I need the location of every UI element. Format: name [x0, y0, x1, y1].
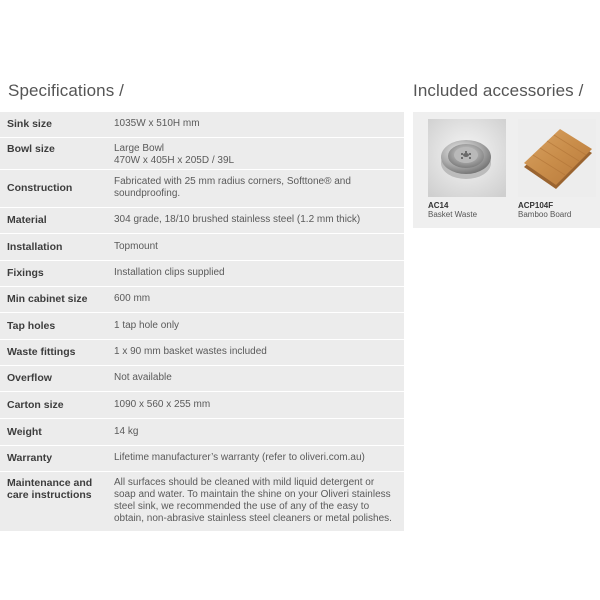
spec-label: Fixings — [0, 260, 112, 286]
spec-row-min-cabinet-size — [0, 286, 404, 312]
spec-value — [112, 260, 404, 286]
spec-value-line: obtain, non-abrasive stainless steel cleaners or metal polishes. — [114, 512, 392, 524]
accessory-name: Bamboo Board — [518, 210, 572, 219]
spec-value-line: Topmount — [114, 240, 158, 252]
spec-value-line: 1035W x 510H mm — [114, 118, 200, 130]
spec-value-line: Installation clips supplied — [114, 267, 225, 278]
spec-value-line: 1090 x 560 x 255 mm — [114, 398, 211, 410]
spec-value-line: 600 mm — [114, 293, 151, 304]
spec-value — [112, 207, 404, 233]
spec-row-maintenance — [0, 471, 404, 531]
spec-value-line: 1 x 90 mm basket wastes included — [114, 346, 267, 357]
spec-row-carton-size — [0, 391, 404, 418]
spec-value — [112, 312, 404, 339]
spec-label: Construction — [0, 169, 112, 207]
spec-row-warranty — [0, 445, 404, 471]
basket-waste-icon — [428, 119, 506, 197]
accessories-panel — [413, 112, 600, 228]
spec-value-line: Lifetime manufacturer’s warranty (refer to oliveri.com.au) — [114, 452, 365, 463]
spec-label: Overflow — [0, 365, 112, 391]
spec-label-line: Maintenance and — [7, 476, 93, 489]
spec-row-overflow — [0, 365, 404, 391]
spec-row-fixings — [0, 260, 404, 286]
spec-row-material — [0, 207, 404, 233]
spec-value-line: 470W x 405H x 205D / 39L — [114, 154, 235, 166]
spec-value-line: Not available — [114, 372, 172, 383]
accessory-code: ACP104F — [518, 201, 554, 210]
spec-value — [112, 169, 404, 207]
spec-value — [112, 391, 404, 418]
spec-value-line: 1 tap hole only — [114, 319, 180, 331]
spec-row-sink-size — [0, 112, 404, 137]
spec-row-weight — [0, 418, 404, 445]
spec-value-line: Large Bowl — [114, 142, 165, 154]
spec-label-line: care instructions — [7, 488, 92, 501]
spec-value-line: 304 grade, 18/10 brushed stainless steel (1.2 mm thick) — [114, 214, 361, 225]
spec-value-line: Fabricated with 25 mm radius corners, Softtone® and — [114, 176, 351, 187]
spec-value-line: All surfaces should be cleaned with mild liquid detergent or — [114, 476, 375, 488]
accessory-item-basket-waste — [428, 119, 506, 220]
spec-label: Sink size — [0, 112, 112, 137]
spec-value-line: 14 kg — [114, 425, 139, 437]
spec-value — [112, 445, 404, 471]
accessory-item-bamboo-board — [518, 119, 596, 220]
specifications-heading: Specifications / — [8, 81, 124, 100]
specifications-table — [0, 112, 404, 532]
bamboo-board-icon — [518, 119, 596, 197]
spec-value-line: soap and water. To maintain the shine on your Oliveri stainless — [114, 488, 391, 500]
spec-value-line: steel sink, we recommended the use of any of the easy to — [114, 500, 370, 512]
spec-value — [112, 137, 404, 169]
spec-value-line: soundproofing. — [114, 188, 181, 199]
spec-label: Warranty — [0, 445, 112, 471]
spec-label: Weight — [0, 418, 112, 445]
spec-row-installation — [0, 233, 404, 260]
spec-label: Tap holes — [0, 312, 112, 339]
spec-value — [112, 471, 404, 531]
spec-label: Bowl size — [0, 137, 112, 169]
spec-value — [112, 112, 404, 137]
spec-value — [112, 418, 404, 445]
spec-label — [0, 471, 112, 531]
spec-label: Carton size — [0, 391, 112, 418]
spec-value — [112, 233, 404, 260]
accessory-name: Basket Waste — [428, 210, 478, 219]
spec-value — [112, 339, 404, 365]
spec-label: Min cabinet size — [0, 286, 112, 312]
accessory-code: AC14 — [428, 201, 449, 210]
spec-label: Material — [0, 207, 112, 233]
accessories-heading: Included accessories / — [413, 81, 584, 100]
spec-value — [112, 286, 404, 312]
spec-label: Installation — [0, 233, 112, 260]
spec-row-tap-holes — [0, 312, 404, 339]
spec-row-waste-fittings — [0, 339, 404, 365]
spec-row-construction — [0, 169, 404, 207]
spec-label: Waste fittings — [0, 339, 112, 365]
spec-row-bowl-size — [0, 137, 404, 169]
spec-value — [112, 365, 404, 391]
